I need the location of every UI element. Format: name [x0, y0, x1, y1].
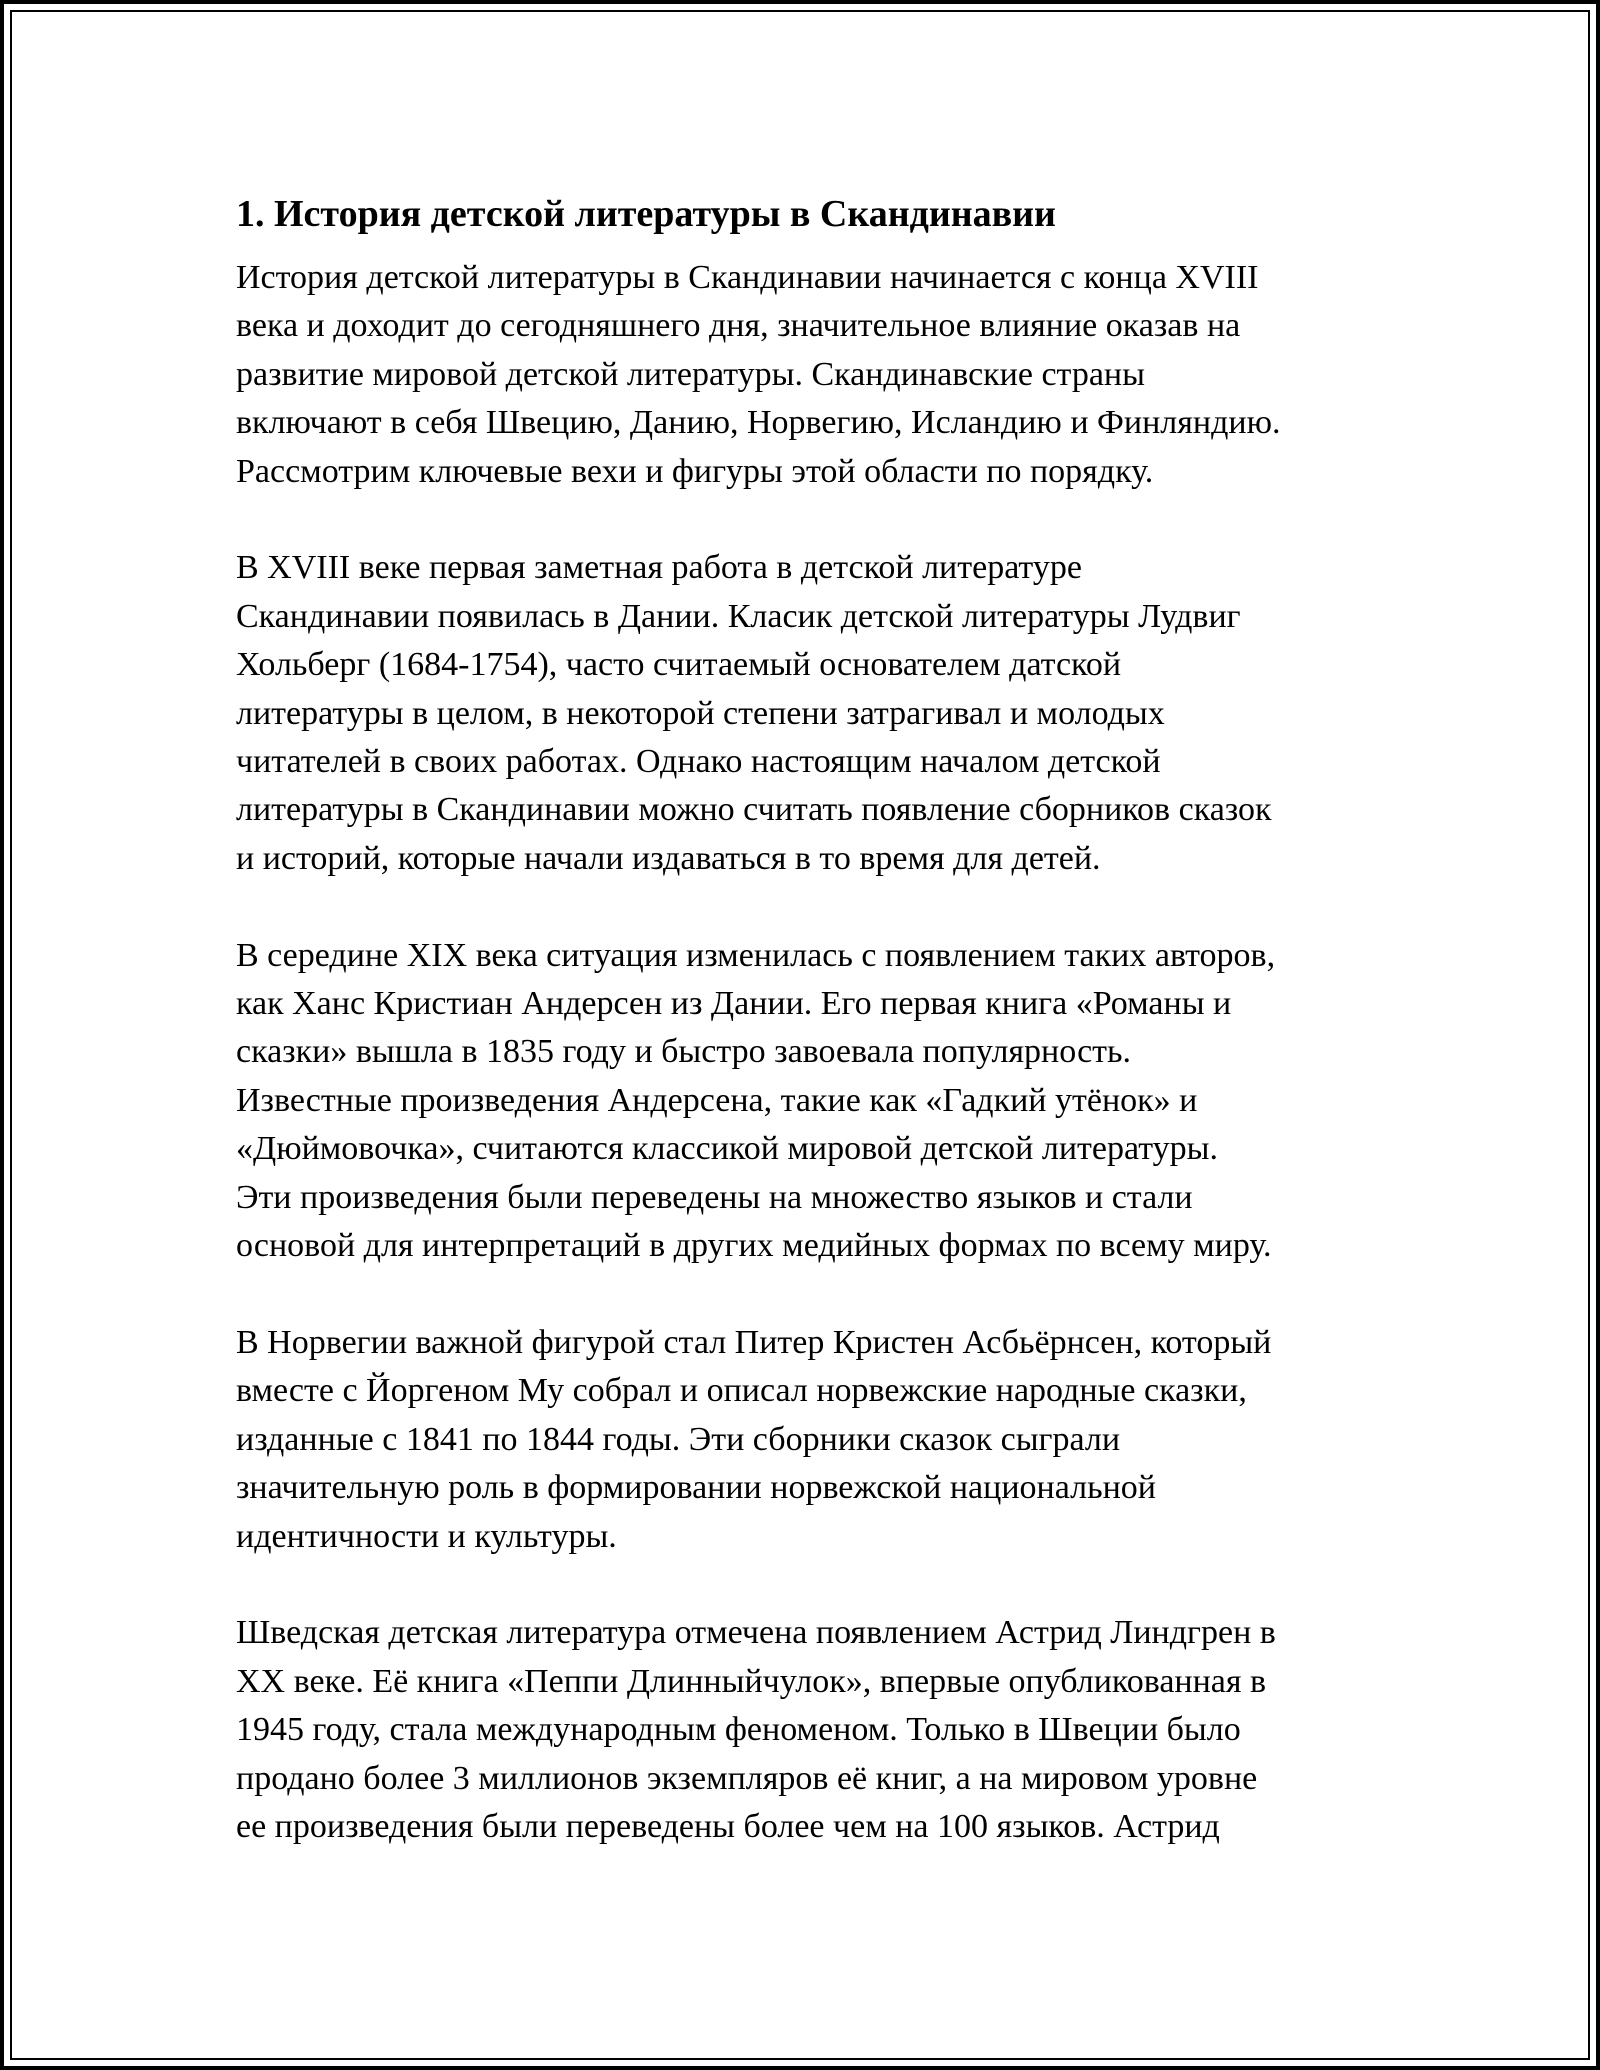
text-line: значительную роль в формировании норвежской национальной: [236, 1469, 1156, 1507]
text-line: развитие мировой детской литературы. Скандинавские страны: [236, 355, 1145, 393]
section-heading: 1. История детской литературы в Скандинавии: [236, 193, 1056, 235]
text-line: Хольберг (1684-1754), часто считаемый основателем датской: [236, 646, 1122, 684]
text-line: продано более 3 миллионов экземпляров её книг, а на мировом уровне: [236, 1759, 1258, 1797]
paragraph-norway: [236, 1319, 1376, 1561]
text-line: Скандинавии появилась в Дании. Класик детской литературы Лудвиг: [236, 597, 1241, 635]
text-line: литературы в целом, в некоторой степени затрагивал и молодых: [236, 694, 1165, 732]
paragraph-18th-century: [236, 544, 1376, 883]
text-line: литературы в Скандинавии можно считать появление сборников сказок: [236, 791, 1272, 829]
text-line: и историй, которые начали издаваться в то время для детей.: [236, 839, 1101, 877]
text-line: История детской литературы в Скандинавии начинается с конца XVIII: [236, 259, 1259, 296]
text-line: В XVIII веке первая заметная работа в детской литературе: [236, 549, 1082, 587]
text-line: идентичности и культуры.: [236, 1517, 617, 1555]
text-line: ее произведения были переведены более чем на 100 языков. Астрид: [236, 1807, 1220, 1845]
paragraph-intro: [236, 254, 1376, 496]
text-line: Шведская детская литература отмечена появлением Астрид Линдгрен в: [236, 1614, 1276, 1652]
text-line: сказки» вышла в 1835 году и быстро завоевала популярность.: [236, 1033, 1132, 1071]
text-line: 1945 году, стала международным феноменом. Только в Швеции было: [236, 1711, 1241, 1749]
text-line: века и доходит до сегодняшнего дня, значительное влияние оказав на: [236, 307, 1241, 345]
text-line: В середине XIX века ситуация изменилась с появлением таких авторов,: [236, 936, 1276, 974]
text-line: изданные с 1841 по 1844 годы. Эти сборники сказок сыграли: [236, 1420, 1121, 1458]
text-line: вместе с Йоргеном Му собрал и описал норвежские народные сказки,: [236, 1372, 1247, 1410]
text-line: включают в себя Швецию, Данию, Норвегию, Исландию и Финляндию.: [236, 404, 1281, 442]
text-line: Рассмотрим ключевые вехи и фигуры этой области по порядку.: [236, 452, 1154, 490]
document-body: [236, 186, 1376, 1900]
text-line: Эти произведения были переведены на множество языков и стали: [236, 1178, 1193, 1216]
text-line: «Дюймовочка», считаются классикой мировой детской литературы.: [236, 1130, 1218, 1168]
text-line: XX веке. Её книга «Пеппи Длинныйчулок», впервые опубликованная в: [236, 1662, 1267, 1700]
text-line: основой для интерпретаций в других медийных формах по всему миру.: [236, 1227, 1272, 1265]
text-line: Известные произведения Андерсена, такие как «Гадкий утёнок» и: [236, 1081, 1198, 1119]
text-line: как Ханс Кристиан Андерсен из Дании. Его первая книга «Романы и: [236, 985, 1232, 1023]
text-line: читателей в своих работах. Однако настоящим началом детской: [236, 743, 1161, 781]
paragraph-andersen: [236, 932, 1376, 1271]
text-line: В Норвегии важной фигурой стал Питер Кристен Асбьёрнсен, который: [236, 1323, 1272, 1361]
paragraph-sweden: [236, 1609, 1376, 1851]
